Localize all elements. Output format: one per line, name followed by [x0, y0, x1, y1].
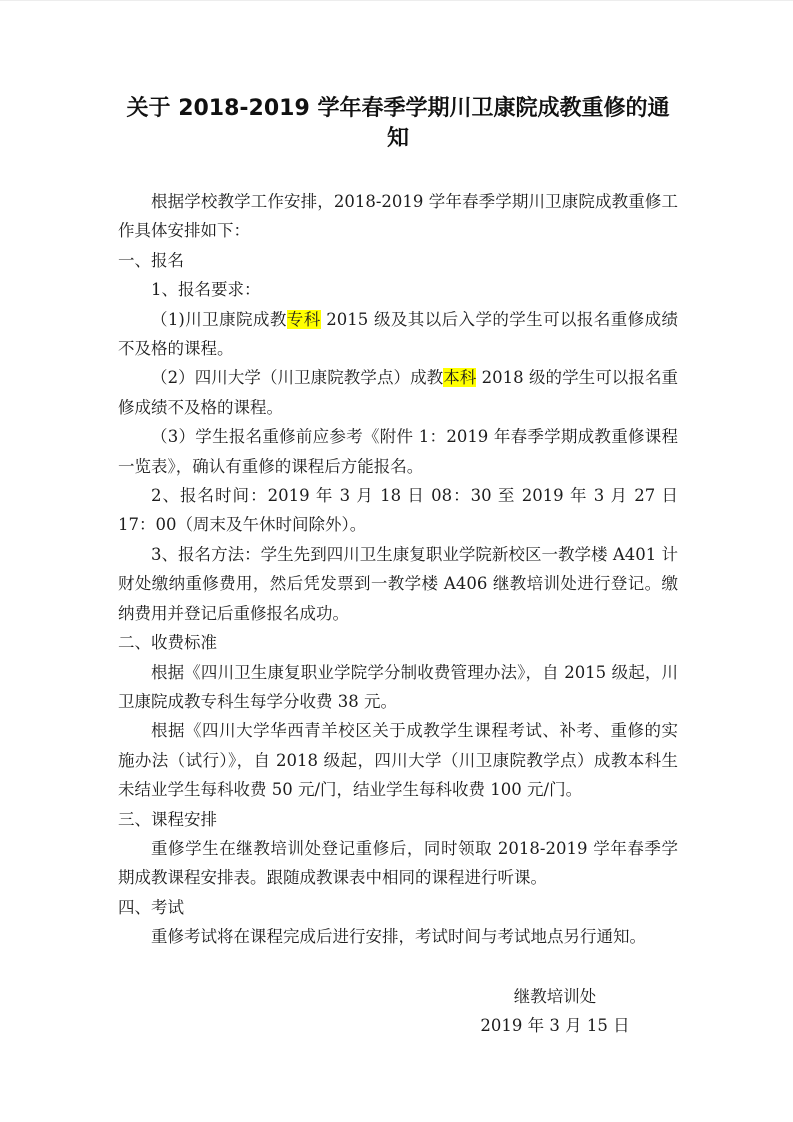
section-1-heading: 一、报名: [118, 250, 184, 270]
section-3-heading: 三、课程安排: [118, 809, 217, 829]
signature-date: 2019 年 3 月 15 日: [480, 1015, 630, 1035]
highlight-zhuanke: 专科: [286, 309, 321, 329]
item-1-1-suffix: 2015 级及其以后入学的学生可以报名重修成绩不及格的课程。: [118, 309, 679, 359]
item-1-2-prefix: （2）四川大学（川卫康院教学点）成教: [151, 368, 444, 388]
section-1-item-1-3: （3）学生报名重修前应参考《附件 1：2019 年春季学期成教重修课程一览表》，确认有重修的课程后方能报名。: [118, 427, 678, 476]
item-1-2-suffix: 2018 级的学生可以报名重修成绩不及格的课程。: [118, 368, 679, 417]
section-1-item-1: 1、报名要求：: [151, 280, 261, 300]
section-2-heading: 二、收费标准: [118, 633, 217, 653]
section-2-para-2: 根据《四川大学华西青羊校区关于成教学生课程考试、补考、重修的实施办法（试行）》，自 2018 级起，四川大学（川卫康院教学点）成教本科生未结业学生每科收费 50 元/门，结业学生每科收费 100 元/门。: [118, 721, 678, 800]
document-title: 关于 2018-2019 学年春季学期川卫康院成教重修的通知: [126, 96, 670, 151]
section-4-para-1: 重修考试将在课程完成后进行安排，考试时间与考试地点另行通知。: [151, 927, 646, 947]
highlight-benke: 本科: [443, 368, 477, 388]
signature-department: 继教培训处: [513, 986, 597, 1006]
section-3-para-1: 重修学生在继教培训处登记重修后，同时领取 2018-2019 学年春季学期成教课程安排表。跟随成教课表中相同的课程进行听课。: [118, 838, 678, 888]
section-1-item-1-2: [118, 363, 678, 422]
section-1-item-3: 3、报名方法：学生先到四川卫生康复职业学院新校区一教学楼 A401 计财处缴纳重修费用，然后凭发票到一教学楼 A406 继教培训处进行登记。缴纳费用并登记后重修报名成功。: [118, 544, 678, 623]
section-1-item-1-1: [118, 305, 678, 364]
section-4-heading: 四、考试: [118, 897, 184, 917]
section-1-item-2: 2、报名时间：2019 年 3 月 18 日 08：30 至 2019 年 3 月 27 日 17：00（周末及午休时间除外）。: [118, 486, 678, 535]
intro-paragraph: 根据学校教学工作安排，2018-2019 学年春季学期川卫康院成教重修工作具体安排如下：: [118, 192, 678, 241]
signature-block: [470, 982, 640, 1041]
item-1-1-prefix: （1)川卫康院成教: [151, 309, 287, 329]
section-2-para-1: 根据《四川卫生康复职业学院学分制收费管理办法》，自 2015 级起，川卫康院成教专科生每学分收费 38 元。: [118, 662, 678, 711]
